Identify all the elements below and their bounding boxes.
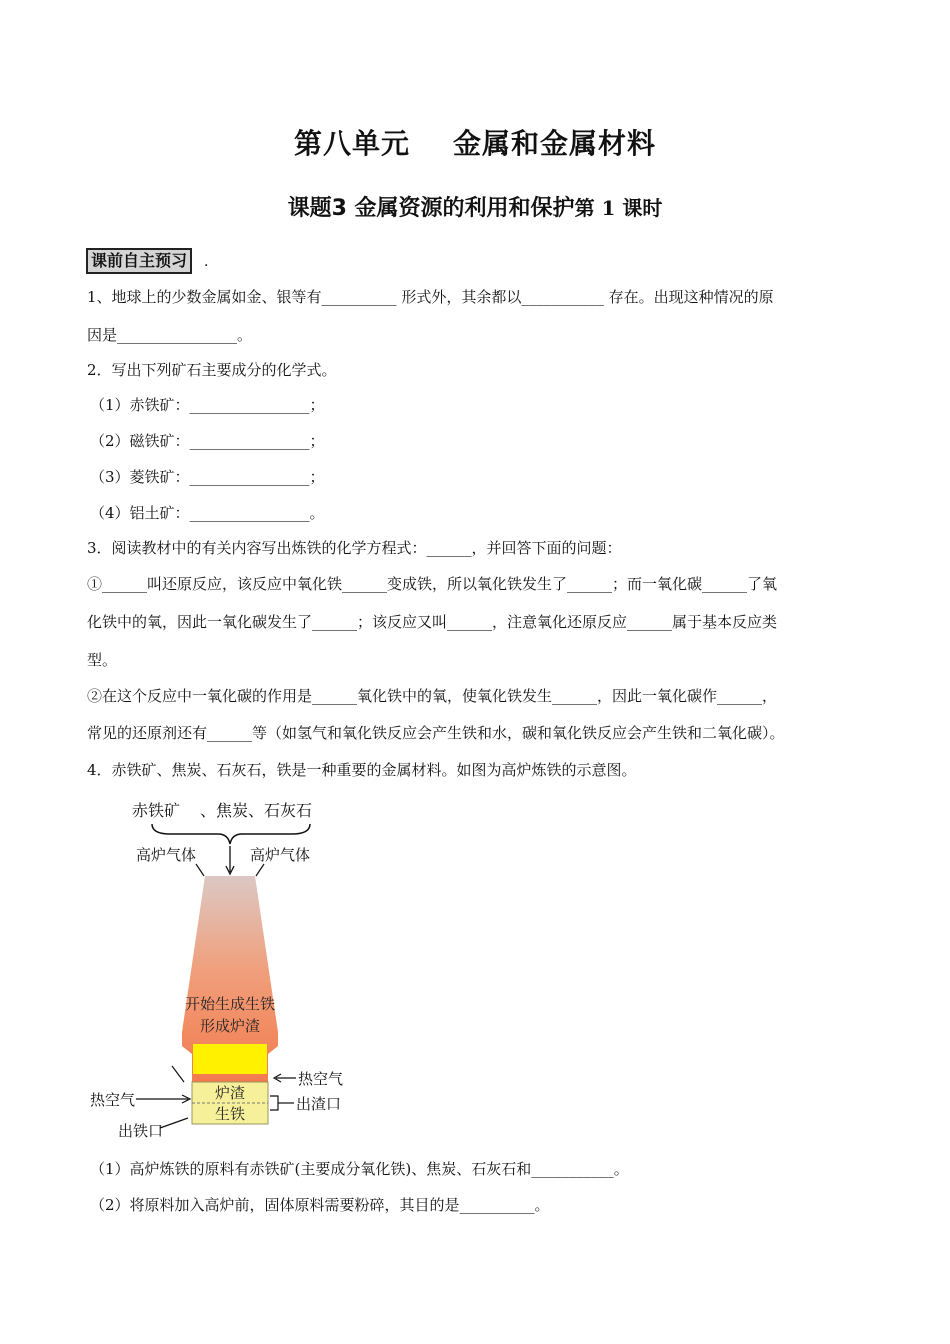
question-3-part-1-line-3: 型。 [87,651,118,669]
gas-arrow-left [196,864,204,876]
question-4-part-2: （2）将原料加入高炉前，固体原料需要粉碎，其目的是__________。 [90,1196,550,1214]
question-1-line-1: 1、地球上的少数金属如金、银等有__________ 形式外，其余都以___________ 存在。出现这种情况的原 [87,288,774,306]
slag-label: 炉渣 [214,1084,246,1102]
gas-arrow-right [256,864,264,876]
question-2-item-1: （1）赤铁矿：________________； [90,396,325,414]
question-3-part-1-line-1: ①______叫还原反应，该反应中氧化铁______变成铁，所以氧化铁发生了______；而一氧化碳______了氧 [87,575,778,593]
question-4-part-1: （1）高炉炼铁的原料有赤铁矿(主要成分氧化铁)、焦炭、石灰石和___________。 [90,1160,629,1178]
zone-label-line-1: 开始生成生铁 [184,995,276,1013]
question-3-stem: 3．阅读教材中的有关内容写出炼铁的化学方程式：______，并回答下面的问题： [87,539,622,557]
raw-material-ore: 赤铁矿 [132,801,181,820]
slag-outlet-bracket [270,1096,278,1110]
question-2-item-4: （4）铝土矿：________________。 [90,504,325,522]
lesson-title [0,191,950,222]
question-2-item-2: （2）磁铁矿：________________； [90,432,325,450]
furnace-yellow-band [193,1044,267,1074]
question-3-part-1-line-2: 化铁中的氧，因此一氧化碳发生了______；该反应又叫______，注意氧化还原反应______属于基本反应类 [87,613,778,631]
question-1-line-2: 因是________________。 [87,326,253,344]
hot-air-left-tuyere [172,1066,184,1082]
slag-outlet-label: 出渣口 [296,1095,342,1113]
hot-air-right-label: 热空气 [298,1070,344,1088]
iron-label: 生铁 [214,1105,246,1123]
question-3-part-2-line-1: ②在这个反应中一氧化碳的作用是______氧化铁中的氧，使氧化铁发生______，因此一氧化碳作______， [87,687,778,705]
iron-outlet-leader [160,1118,188,1128]
furnace-gas-left: 高炉气体 [136,846,197,864]
lesson-period: 第 1 课时 [574,196,663,220]
blast-furnace-diagram [80,792,380,1148]
unit-title: 第八单元 金属和金属材料 [294,127,656,160]
question-2-stem: 2．写出下列矿石主要成分的化学式。 [87,361,337,379]
furnace-gas-right: 高炉气体 [250,846,311,864]
question-2-item-3: （3）菱铁矿：________________； [90,468,325,486]
hot-air-left-label: 热空气 [90,1091,136,1109]
raw-material-brace [152,824,310,844]
section-label: 课前自主预习 [86,248,192,274]
question-3-part-2-line-2: 常见的还原剂还有______等（如氢气和氧化铁反应会产生铁和水，碳和氧化铁反应会产生铁和二氧化碳）。 [87,724,785,742]
raw-material-others: 、焦炭、石灰石 [200,801,313,820]
zone-label-line-2: 形成炉渣 [199,1017,261,1035]
question-4-stem: 4．赤铁矿、焦炭、石灰石，铁是一种重要的金属材料。如图为高炉炼铁的示意图。 [87,761,637,779]
lesson-title-main: 课题3 金属资源的利用和保护 [287,196,575,221]
section-label-dot: . [204,254,209,270]
iron-outlet-label: 出铁口 [118,1122,164,1140]
